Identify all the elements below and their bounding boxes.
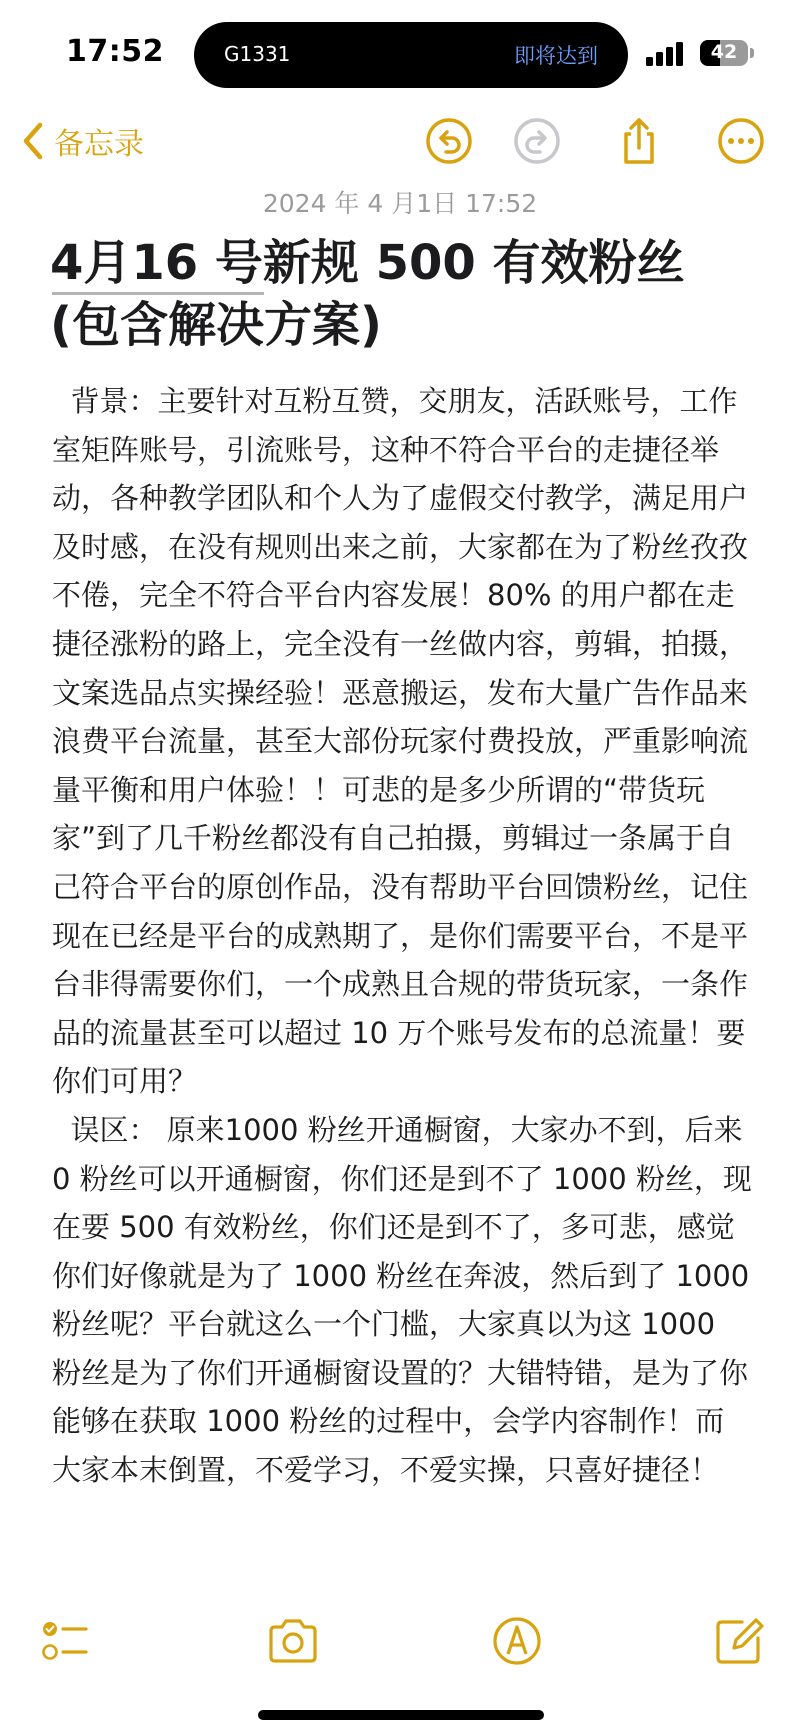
home-indicator[interactable] (258, 1710, 544, 1720)
chevron-left-icon (22, 122, 44, 160)
note-body[interactable] (52, 377, 759, 1495)
note-title-line-2: (包含解决方案) (50, 297, 382, 353)
dynamic-island[interactable] (194, 22, 628, 88)
nav-bar (0, 108, 800, 174)
redo-button[interactable] (512, 116, 562, 166)
share-button[interactable] (614, 116, 664, 166)
camera-icon (266, 1614, 320, 1668)
battery-cap (750, 48, 754, 58)
status-time: 17:52 (66, 34, 164, 69)
undo-icon (424, 116, 474, 166)
checklist-icon (38, 1614, 92, 1668)
more-button[interactable] (716, 116, 766, 166)
note-paragraph-misconception: 误区： 原来1000 粉丝开通橱窗，大家办不到，后来 0 粉丝可以开通橱窗，你们还是到不了 1000 粉丝，现在要 500 有效粉丝，你们还是到不了，多可悲，感觉你们好像就是为了 1000 粉丝在奔波，然后到了 1000 粉丝呢？平台就这么一个门槛，大家真以为这 1000 粉丝是为了你们开通橱窗设置的？大错特错，是为了你能够在获取 1000 粉丝的过程中，会学内容制作！而大家本末倒置，不爱学习，不爱实操，只喜好捷径！ (52, 1112, 759, 1488)
status-bar (0, 0, 800, 100)
back-button[interactable] (22, 118, 144, 164)
redo-icon (512, 116, 562, 166)
bottom-toolbar (0, 1606, 800, 1676)
island-train-number: G1331 (224, 42, 291, 66)
island-arrival-status: 即将达到 (514, 44, 598, 68)
note-title-line-1: 4月16 号新规 500 有效粉丝 (50, 235, 685, 291)
battery-percent: 42 (710, 41, 738, 63)
markup-button[interactable] (490, 1614, 544, 1668)
camera-button[interactable] (266, 1614, 320, 1668)
checklist-button[interactable] (38, 1614, 92, 1668)
title-underline (52, 292, 264, 295)
markup-icon (490, 1614, 544, 1668)
more-icon (716, 116, 766, 166)
undo-button[interactable] (424, 116, 474, 166)
back-label: 备忘录 (54, 127, 144, 162)
note-date: 2024 年 4 月1日 17:52 (262, 189, 538, 218)
cellular-signal-icon (646, 42, 684, 66)
battery-icon (700, 40, 748, 66)
compose-icon (712, 1614, 766, 1668)
compose-button[interactable] (712, 1614, 766, 1668)
share-icon (614, 116, 664, 166)
note-paragraph-background: 背景：主要针对互粉互赞，交朋友，活跃账号，工作室矩阵账号，引流账号，这种不符合平台的走捷径举动，各种教学团队和个人为了虚假交付教学，满足用户及时感，在没有规则出来之前，大家都在为了粉丝孜孜不倦，完全不符合平台内容发展！80% 的用户都在走捷径涨粉的路上，完全没有一丝做内容，剪辑，拍摄，文案选品点实操经验！恶意搬运，发布大量广告作品来浪费平台流量，甚至大部份玩家付费投放，严重影响流量平衡和用户体验！！可悲的是多少所谓的“带货玩家”到了几千粉丝都没有自己拍摄，剪辑过一条属于自己符合平台的原创作品，没有帮助平台回馈粉丝，记住现在已经是平台的成熟期了，是你们需要平台，不是平台非得需要你们，一个成熟且合规的带货玩家，一条作品的流量甚至可以超过 10 万个账号发布的总流量！要你们可用？ (52, 384, 749, 1099)
